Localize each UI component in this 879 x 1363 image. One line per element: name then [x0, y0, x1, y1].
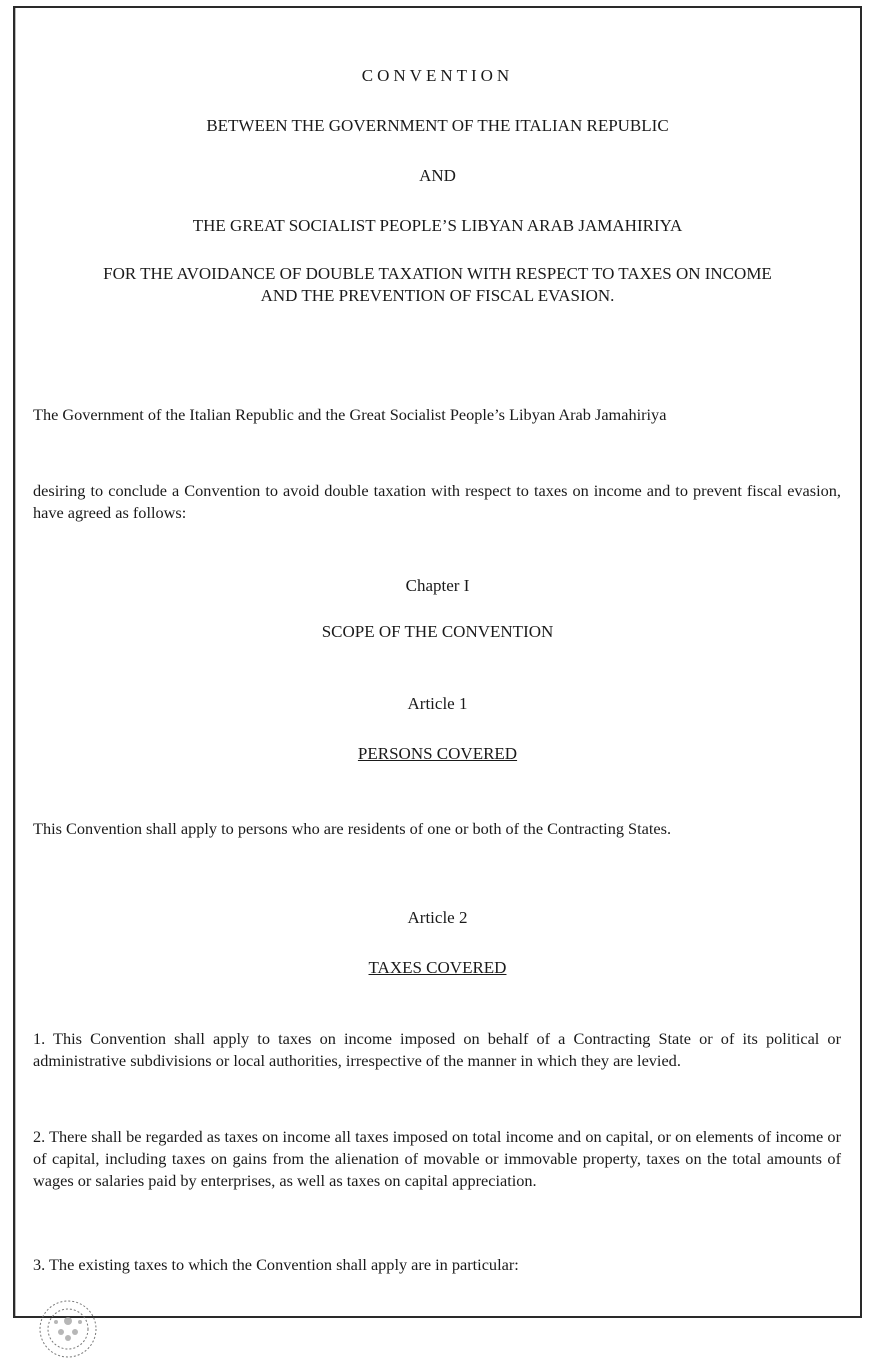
page-frame	[13, 6, 862, 1318]
preamble-desiring: desiring to conclude a Convention to avoid double taxation with respect to taxes on income and to prevent fiscal evasion, have agreed as follows:	[33, 481, 841, 522]
heading-and: AND	[419, 166, 456, 185]
article1-text: This Convention shall apply to persons who are residents of one or both of the Contracting States.	[33, 819, 672, 838]
frame-inner-line	[15, 8, 860, 1316]
heading-libya: THE GREAT SOCIALIST PEOPLE’S LIBYAN ARAB JAMAHIRIYA	[192, 216, 683, 235]
chapter-title: SCOPE OF THE CONVENTION	[321, 622, 554, 641]
heading-purpose-line2: AND THE PREVENTION OF FISCAL EVASION.	[260, 286, 615, 305]
document-title: CONVENTION	[361, 66, 514, 85]
chapter-label: Chapter I	[405, 576, 470, 595]
heading-purpose-line1: FOR THE AVOIDANCE OF DOUBLE TAXATION WITH RESPECT TO TAXES ON INCOME	[103, 264, 772, 283]
article2-paragraph-2: 2. There shall be regarded as taxes on income all taxes imposed on total income and on capital, or on elements of income or of capital, including taxes on gains from the alienation of movable or immovable property, taxes on the total amounts of wages or salaries paid by enterprises, as well as taxes on capital appreciation.	[33, 1127, 841, 1190]
article1-title: PERSONS COVERED	[357, 744, 518, 763]
article1-label: Article 1	[407, 694, 468, 713]
article2-paragraph-3: 3. The existing taxes to which the Convention shall apply are in particular:	[33, 1255, 519, 1274]
official-seal-icon	[28, 1296, 108, 1362]
heading-between: BETWEEN THE GOVERNMENT OF THE ITALIAN REPUBLIC	[206, 116, 669, 135]
preamble-parties: The Government of the Italian Republic and the Great Socialist People’s Libyan Arab Jamahiriya	[33, 405, 667, 424]
article2-label: Article 2	[407, 908, 468, 927]
article2-title: TAXES COVERED	[368, 958, 507, 977]
article2-paragraph-1: 1. This Convention shall apply to taxes on income imposed on behalf of a Contracting State or of its political or administrative subdivisions or local authorities, irrespective of the manner in which they are levied.	[33, 1029, 841, 1070]
